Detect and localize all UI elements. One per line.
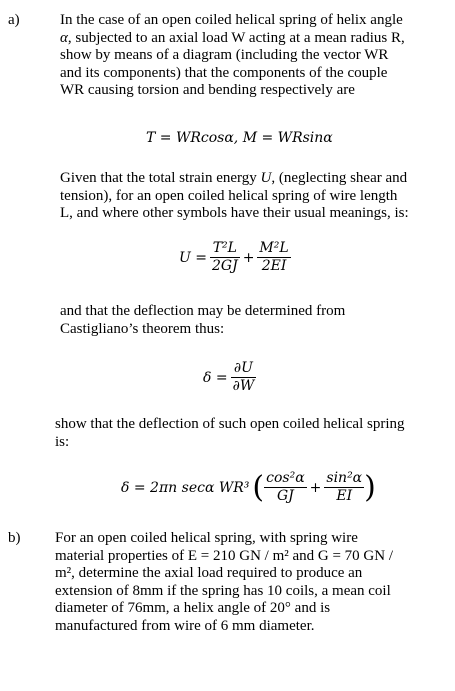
- part-b-label: b): [8, 530, 21, 546]
- part-b-paragraph: [55, 530, 445, 635]
- alpha-symbol: α: [60, 29, 68, 46]
- part-b-line-4: extension of 8mm if the spring has 10 coils, a mean coil: [55, 582, 391, 599]
- intro-line-1: In the case of an open coiled helical spring of helix angle: [60, 12, 403, 28]
- energy-line-1c: , (neglecting shear and: [271, 170, 408, 186]
- show-line-2: is:: [55, 433, 70, 450]
- show-paragraph: [55, 416, 445, 451]
- intro-line-4: and its components) that the components of the couple: [60, 64, 388, 81]
- strain-energy-equation: [176, 240, 291, 275]
- torque-moment-equation: T = WRcosα, M = WRsinα: [146, 130, 333, 146]
- part-b-line-5: diameter of 76mm, a helix angle of 20° and is: [55, 600, 331, 616]
- eq4-left-paren: (: [252, 470, 265, 505]
- eq2-plus: +: [242, 249, 255, 266]
- part-a-label: a): [8, 12, 20, 28]
- energy-paragraph: [60, 170, 438, 223]
- energy-line-2: tension), for an open coiled helical spring of wire length: [60, 187, 398, 204]
- intro-line-3: show by means of a diagram (including the vector WR: [60, 47, 389, 63]
- defl-line-2: Castigliano’s theorem thus:: [60, 320, 225, 337]
- eq4-num-1: cos²α: [266, 470, 305, 486]
- eq2-num-1: T²L: [210, 240, 240, 258]
- eq2-den-2: 2EI: [261, 258, 287, 274]
- part-b-line-2: material properties of E = 210 GN / m² and G = 70 GN /: [55, 547, 394, 564]
- show-line-1: show that the deflection of such open coiled helical spring: [55, 416, 405, 432]
- energy-line-1a: Given that the total strain energy: [60, 170, 261, 186]
- intro-line-2-text: , subjected to an axial load W acting at a mean radius R,: [67, 29, 405, 46]
- eq4-fraction-2: [324, 470, 364, 505]
- intro-line-5: WR causing torsion and bending respectively are: [60, 82, 355, 98]
- intro-paragraph: [60, 12, 438, 100]
- eq2-num-2: M²L: [259, 240, 289, 256]
- eq3-fraction: [231, 360, 257, 395]
- eq4-plus: +: [309, 479, 322, 496]
- part-b-line-6: manufactured from wire of 6 mm diameter.: [55, 617, 315, 634]
- energy-line-3: L, and where other symbols have their usual meanings, is:: [60, 205, 409, 221]
- energy-line-1: [60, 170, 438, 188]
- eq4-fraction-1: [264, 470, 307, 505]
- part-b-line-1: For an open coiled helical spring, with spring wire: [55, 530, 358, 546]
- eq2-fraction-2: [257, 240, 290, 275]
- deflection-equation: [118, 470, 376, 505]
- part-b-line-3: m², determine the axial load required to produce an: [55, 565, 363, 581]
- eq3-num: ∂U: [231, 360, 257, 378]
- eq3-den: ∂W: [232, 378, 255, 394]
- defl-line-1: and that the deflection may be determined from: [60, 303, 346, 319]
- deflection-paragraph: [60, 303, 438, 338]
- intro-line-2: [60, 30, 438, 48]
- eq2-fraction-1: [210, 240, 240, 275]
- castigliano-equation: [200, 360, 256, 395]
- eq2-den-1: 2GJ: [211, 258, 238, 274]
- eq3-lhs: δ =: [203, 369, 228, 386]
- eq4-den-2: EI: [336, 488, 353, 504]
- energy-symbol-u: U: [260, 170, 272, 186]
- eq4-den-1: GJ: [276, 488, 294, 504]
- eq2-lhs: U =: [179, 249, 207, 266]
- eq4-lhs: δ = 2πn secα WR³: [121, 479, 250, 496]
- eq4-num-2: sin²α: [326, 470, 363, 486]
- eq4-right-paren: ): [364, 470, 376, 505]
